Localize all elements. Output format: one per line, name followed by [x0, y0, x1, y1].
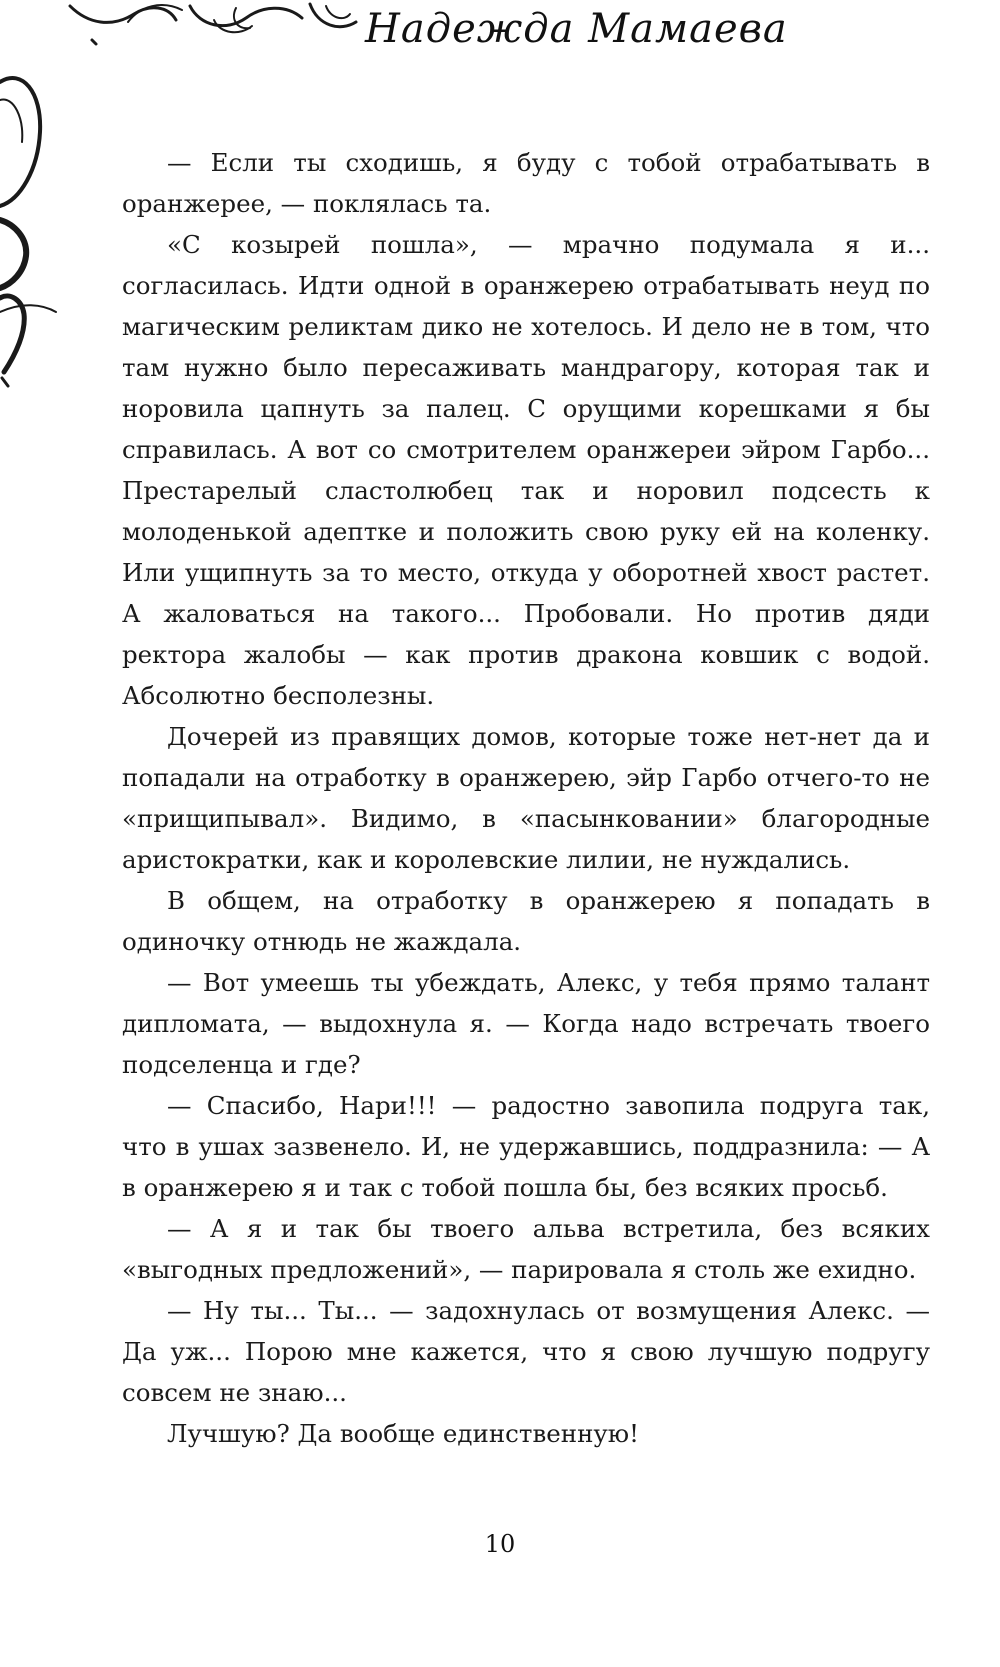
running-head-author: Надежда Мамаева	[365, 6, 788, 52]
paragraph: — Ну ты... Ты... — задохнулась от возмущения Алекс. — Да уж... Порою мне кажется, что я свою лучшую подругу совсем не знаю...	[122, 1296, 930, 1407]
paragraph: — Вот умеешь ты убеждать, Алекс, у тебя прямо талант дипломата, — выдохнула я. — Когда надо встречать твоего подселенца и где?	[122, 968, 930, 1079]
paragraph: Дочерей из правящих домов, которые тоже нет-нет да и попадали на отработку в оранжерею, эйр Гарбо отчего-то не «прищипывал». Видимо, в «пасынковании» благородные аристократки, как и королевские лилии, не нуждались.	[122, 722, 930, 874]
page-number: 10	[484, 1530, 516, 1558]
paragraph: — Спасибо, Нари!!! — радостно завопила подруга так, что в ушах зазвенело. И, не удержавшись, поддразнила: — А в оранжерею я и так с тобой пошла бы, без всяких просьб.	[122, 1091, 930, 1202]
paragraph: — А я и так бы твоего альва встретила, без всяких «выгодных предложений», — парировала я столь же ехидно.	[122, 1214, 930, 1284]
paragraph: Лучшую? Да вообще единственную!	[167, 1419, 639, 1448]
paragraph: — Если ты сходишь, я буду с тобой отрабатывать в оранжерее, — поклялась та.	[122, 148, 930, 218]
body-text	[122, 142, 930, 1454]
paragraph: «С козырей пошла», — мрачно подумала я и... согласилась. Идти одной в оранжерею отрабатывать неуд по магическим реликтам дико не хотелось. И дело не в том, что там нужно было пересаживать мандрагору, которая так и норовила цапнуть за палец. С орущими корешками я бы справилась. А вот со смотрителем оранжереи эйром Гарбо... Престарелый сластолюбец так и норовил подсесть к молоденькой адептке и положить свою руку ей на коленку. Или ущипнуть за то место, откуда у оборотней хвост растет. А жаловаться на такого... Пробовали. Но против дяди ректора жалобы — как против дракона ковшик с водой. Абсолютно бесполезны.	[122, 230, 930, 710]
paragraph: В общем, на отработку в оранжерею я попадать в одиночку отнюдь не жаждала.	[122, 886, 930, 956]
